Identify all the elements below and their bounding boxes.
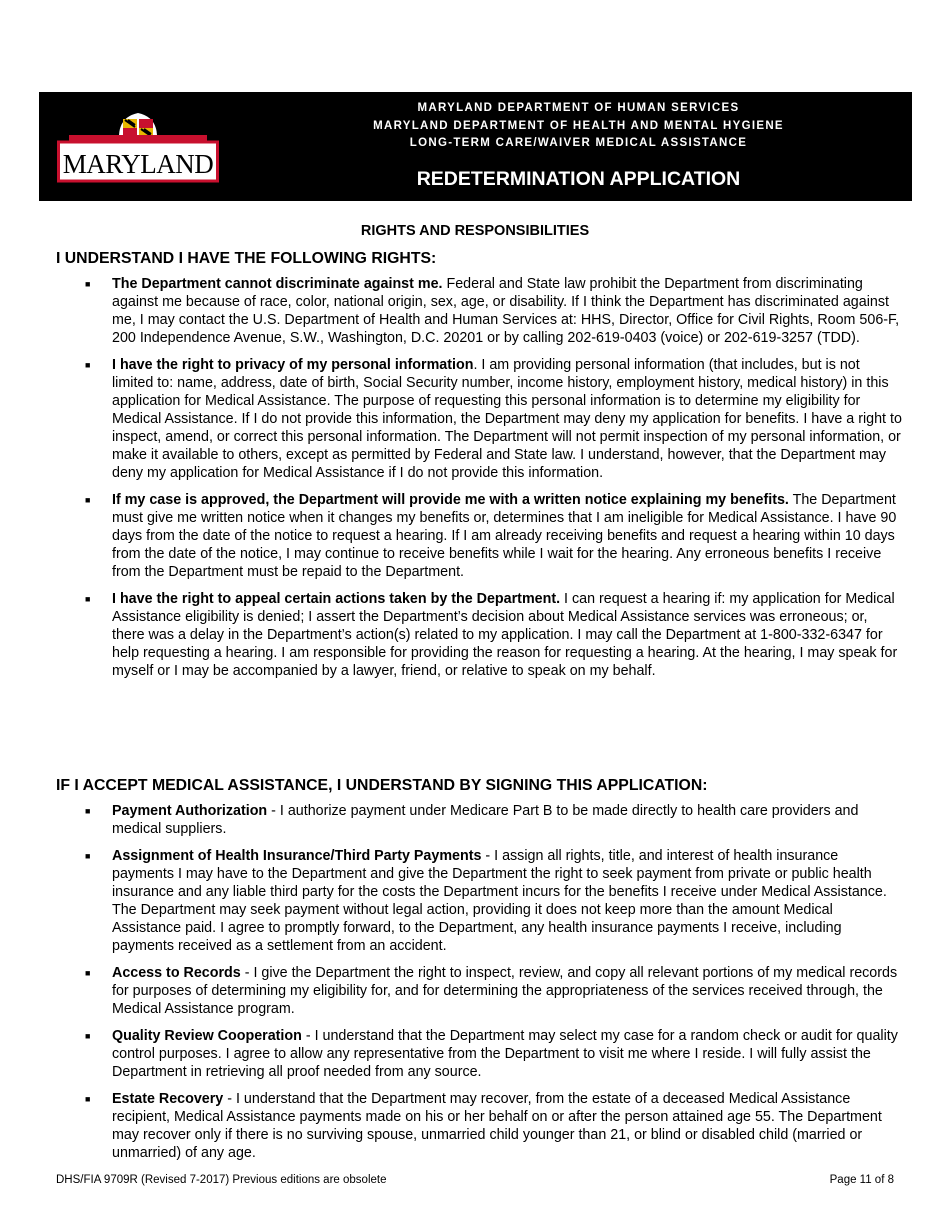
application-title: REDETERMINATION APPLICATION <box>416 168 741 190</box>
item-title: Payment Authorization <box>112 803 268 819</box>
item-text: Federal and State law prohibit the Department from discriminating against me because of race, color, national origin, sex, age, or disability. If I think the Department has discriminated against me, I may contact the U.S. Department of Health and Human Services at: HHS, Director, Office for Civil Rights, Room 506-F, 200 Independence Avenue, S.W., Washington, D.C. 20201 or by calling 202-619-0403 (voice) or 202-619-3257 (TDD). <box>112 276 900 346</box>
list-item <box>85 590 902 680</box>
acceptance-heading: IF I ACCEPT MEDICAL ASSISTANCE, I UNDERSTAND BY SIGNING THIS APPLICATION: <box>56 777 708 794</box>
form-identifier: DHS/FIA 9709R (Revised 7-2017) Previous editions are obsolete <box>56 1174 387 1186</box>
bullet-icon: ■ <box>85 851 91 861</box>
item-title: Quality Review Cooperation <box>112 1028 302 1044</box>
item-title: Estate Recovery <box>112 1091 224 1107</box>
item-text: - I assign all rights, title, and interest of health insurance payments I may have to the Department and give the Department the right to seek payment from private or public health insurance and any liable third party for the costs the Department incurs for the benefits I receive under Medical Assistance. The Department may seek payment without legal action, providing it does not keep more than the amount Medical Assistance paid. I agree to promptly forward, to the Department, any health insurance payments I receive, including payments received as a settlement from an accident. <box>112 848 887 954</box>
list-item <box>85 1090 902 1162</box>
item-text: - I give the Department the right to inspect, review, and copy all relevant portions of my medical records for purposes of determining my eligibility for, and for determining the appropriateness of the services received through, the Medical Assistance program. <box>112 965 898 1017</box>
item-title: I have the right to privacy of my personal information <box>112 357 474 373</box>
bullet-icon: ■ <box>85 594 91 604</box>
agency-line-dhmh: MARYLAND DEPARTMENT OF HEALTH AND MENTAL HYGIENE <box>373 119 784 132</box>
bullet-icon: ■ <box>85 279 91 289</box>
page-number: Page 11 of 8 <box>829 1174 894 1186</box>
item-title: I have the right to appeal certain actions taken by the Department. <box>112 591 561 607</box>
item-title: If my case is approved, the Department will provide me with a written notice explaining my benefits. <box>112 492 789 508</box>
list-item <box>85 1027 902 1081</box>
bullet-icon: ■ <box>85 968 91 978</box>
agency-line-dhs: MARYLAND DEPARTMENT OF HUMAN SERVICES <box>417 102 740 114</box>
item-text: - I authorize payment under Medicare Part B to be made directly to health care providers and medical suppliers. <box>112 803 859 837</box>
list-item <box>85 275 902 347</box>
rights-heading: I UNDERSTAND I HAVE THE FOLLOWING RIGHTS: <box>56 250 437 267</box>
header-banner <box>39 92 912 201</box>
bullet-icon: ■ <box>85 495 91 505</box>
item-title: Access to Records <box>112 965 241 981</box>
rights-list <box>85 275 902 689</box>
list-item <box>85 356 902 482</box>
bullet-icon: ■ <box>85 806 91 816</box>
item-text: - I understand that the Department may select my case for a random check or audit for quality control purposes. I agree to allow any representative from the Department to visit me where I reside. I will fully assist the Department in retrieving all proof needed from any source. <box>112 1028 898 1080</box>
list-item <box>85 847 902 955</box>
item-title: Assignment of Health Insurance/Third Party Payments <box>112 848 482 864</box>
bullet-icon: ■ <box>85 1094 91 1104</box>
agency-names <box>291 100 866 153</box>
item-text: The Department must give me written notice when it changes my benefits or, determines that I am ineligible for Medical Assistance. I have 90 days from the date of the notice to request a hearing. If I am already receiving benefits and request a hearing within 10 days from the date of the notice, I may continue to receive benefits while I wait for the hearing. Any erroneous benefits I receive from the Department must be repaid to the Department. <box>112 492 897 580</box>
list-item <box>85 802 902 838</box>
logo-wordmark: MARYLAND <box>62 149 214 179</box>
section-title: RIGHTS AND RESPONSIBILITIES <box>360 223 590 239</box>
item-text: . I am providing personal information (that includes, but is not limited to: name, address, date of birth, Social Security number, income history, employment history, medical history) in this application for Medical Assistance. The purpose of requesting this personal information is to determine my eligibility for Medical Assistance. If I do not provide this information, the Department may deny my application for benefits. I have a right to inspect, amend, or correct this personal information. The Department will not permit inspection of my personal information, or make it available to others, except as permitted by Federal and State law. I understand, however, that the Department may deny my application for Medical Assistance if I do not provide this information. <box>112 357 902 481</box>
agency-line-ltc: LONG-TERM CARE/WAIVER MEDICAL ASSISTANCE <box>409 137 748 149</box>
list-item <box>85 964 902 1018</box>
item-text: I can request a hearing if: my application for Medical Assistance eligibility is denied; I assert the Department’s decision about Medical Assistance services was erroneous; or, there was a delay in the Department’s action(s) related to my application. I may call the Department at 1-800-332-6347 for help requesting a hearing. I am responsible for providing the reason for requesting a hearing. At the hearing, I may speak for myself or I may be accompanied by a lawyer, friend, or relative to speak on my behalf. <box>112 591 898 679</box>
item-text: - I understand that the Department may recover, from the estate of a deceased Medical Assistance recipient, Medical Assistance payments made on his or her behalf on or after the person attained age 55. The Department may recover only if there is no surviving spouse, unmarried child younger than 21, or blind or disabled child (married or unmarried) of any age. <box>112 1091 882 1161</box>
item-title: The Department cannot discriminate against me. <box>112 276 443 292</box>
bullet-icon: ■ <box>85 1031 91 1041</box>
acceptance-list <box>85 802 902 1171</box>
list-item <box>85 491 902 581</box>
bullet-icon: ■ <box>85 360 91 370</box>
